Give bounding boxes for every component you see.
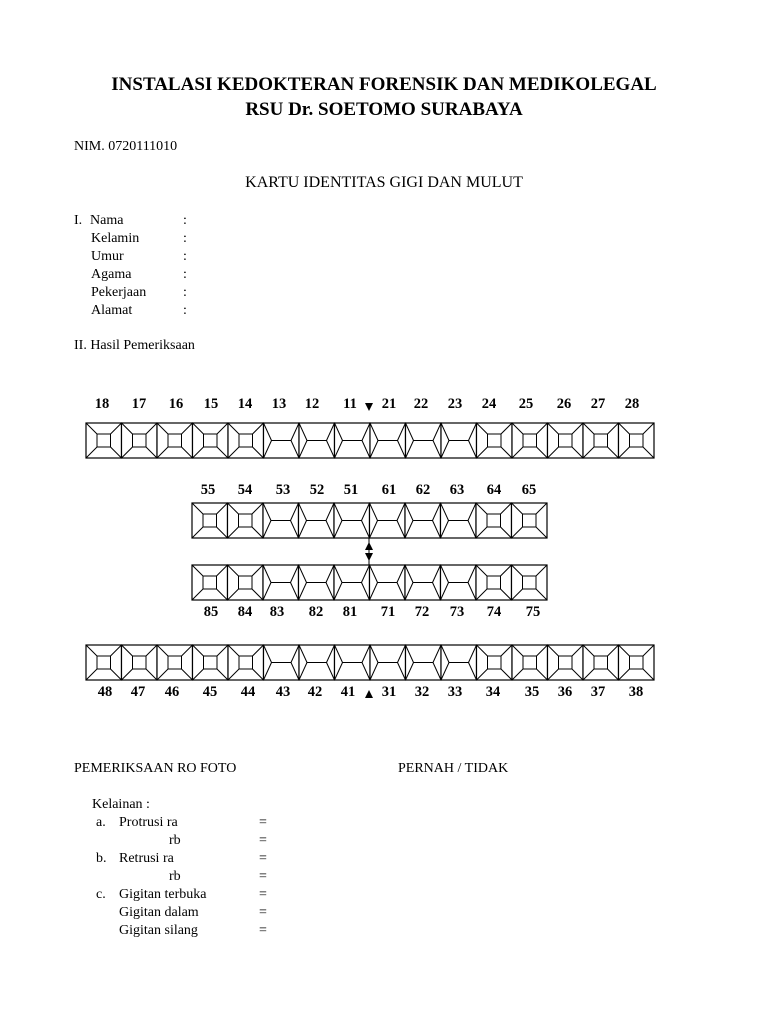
tooth-number: 12 [304, 396, 320, 412]
molar-tooth-symbol [193, 645, 229, 680]
identity-field-label: Agama [91, 267, 132, 282]
tooth-number: 42 [307, 684, 323, 700]
xray-label: PEMERIKSAAN RO FOTO [74, 761, 237, 776]
abnormality-label: Retrusi ra [119, 851, 174, 866]
molar-tooth-symbol [512, 423, 548, 458]
abnormality-label: Gigitan dalam [119, 905, 199, 920]
molar-tooth-symbol [157, 423, 193, 458]
tooth-number: 16 [168, 396, 184, 412]
hospital-title: RSU Dr. SOETOMO SURABAYA [245, 99, 523, 120]
tooth-number: 41 [340, 684, 356, 700]
tooth-number: 47 [130, 684, 146, 700]
xray-options: PERNAH / TIDAK [398, 761, 509, 776]
tooth-number: 81 [342, 604, 358, 620]
tooth-number: 83 [269, 604, 285, 620]
abnormality-label: rb [169, 869, 181, 884]
molar-tooth-symbol [476, 503, 512, 538]
abnormality-marker: a. [96, 815, 106, 830]
tooth-number: 27 [590, 396, 606, 412]
abnormality-equals: = [259, 815, 267, 830]
identity-field-colon: : [183, 231, 187, 246]
molar-tooth-symbol [157, 645, 193, 680]
abnormality-marker: b. [96, 851, 107, 866]
tooth-number: 48 [97, 684, 113, 700]
tooth-number: 84 [237, 604, 253, 620]
abnormality-equals: = [259, 887, 267, 902]
abnormality-equals: = [259, 923, 267, 938]
molar-tooth-symbol [192, 565, 228, 600]
tooth-number: 51 [343, 482, 359, 498]
molar-tooth-symbol [583, 645, 619, 680]
identity-field-colon: : [183, 249, 187, 264]
identity-field-colon: : [183, 213, 187, 228]
tooth-number: 18 [94, 396, 110, 412]
identity-field-label: Nama [90, 213, 124, 228]
identity-field-label: Umur [91, 249, 124, 264]
anterior-tooth-symbol [334, 503, 370, 538]
tooth-number: 46 [164, 684, 180, 700]
anterior-tooth-symbol [406, 423, 442, 458]
tooth-number: 17 [131, 396, 147, 412]
anterior-tooth-symbol [335, 645, 371, 680]
molar-tooth-symbol [228, 503, 264, 538]
abnormality-label: rb [169, 833, 181, 848]
tooth-number: 15 [203, 396, 219, 412]
identity-field-label: Pekerjaan [91, 285, 147, 300]
molar-tooth-symbol [512, 645, 548, 680]
molar-tooth-symbol [86, 645, 122, 680]
tooth-number: 62 [415, 482, 431, 498]
anterior-tooth-symbol [370, 503, 406, 538]
tooth-number: 11 [343, 396, 357, 412]
tooth-number: 25 [518, 396, 534, 412]
abnormality-equals: = [259, 833, 267, 848]
tooth-number: 72 [414, 604, 430, 620]
tooth-number: 71 [380, 604, 396, 620]
molar-tooth-symbol [476, 565, 512, 600]
anterior-tooth-symbol [405, 503, 441, 538]
tooth-number: 21 [381, 396, 397, 412]
anterior-tooth-symbol [441, 565, 477, 600]
tooth-number: 85 [203, 604, 219, 620]
anterior-tooth-symbol [264, 423, 300, 458]
identity-field-label: Alamat [91, 303, 133, 318]
tooth-number: 52 [309, 482, 325, 498]
anterior-tooth-symbol [370, 423, 406, 458]
tooth-number: 63 [449, 482, 465, 498]
tooth-number: 53 [275, 482, 291, 498]
tooth-number: 28 [624, 396, 640, 412]
anterior-tooth-symbol [441, 423, 477, 458]
molar-tooth-symbol [228, 565, 264, 600]
molar-tooth-symbol [548, 423, 584, 458]
institution-title: INSTALASI KEDOKTERAN FORENSIK DAN MEDIKOLEGAL [111, 74, 657, 95]
anterior-tooth-symbol [370, 565, 406, 600]
molar-tooth-symbol [583, 423, 619, 458]
anterior-tooth-symbol [441, 503, 477, 538]
anterior-tooth-symbol [335, 423, 371, 458]
abnormality-equals: = [259, 851, 267, 866]
tooth-number: 23 [447, 396, 463, 412]
molar-tooth-symbol [512, 565, 548, 600]
anterior-tooth-symbol [263, 565, 299, 600]
card-title: KARTU IDENTITAS GIGI DAN MULUT [245, 174, 523, 191]
abnormality-marker: c. [96, 887, 106, 902]
abnormality-label: Protrusi ra [119, 815, 178, 830]
tooth-number: 35 [524, 684, 540, 700]
anterior-tooth-symbol [299, 645, 335, 680]
anterior-tooth-symbol [299, 565, 335, 600]
molar-tooth-symbol [477, 645, 513, 680]
midline-arrow-down-icon [365, 403, 373, 411]
tooth-number: 55 [200, 482, 216, 498]
midline-arrow-up-icon [365, 690, 373, 698]
tooth-number: 14 [237, 396, 253, 412]
molar-tooth-symbol [228, 645, 264, 680]
tooth-number: 73 [449, 604, 465, 620]
tooth-number: 74 [486, 604, 502, 620]
tooth-number: 54 [237, 482, 253, 498]
tooth-number: 13 [271, 396, 287, 412]
anterior-tooth-symbol [441, 645, 477, 680]
molar-tooth-symbol [122, 423, 158, 458]
anterior-tooth-symbol [405, 565, 441, 600]
molar-tooth-symbol [86, 423, 122, 458]
anterior-tooth-symbol [334, 565, 370, 600]
molar-tooth-symbol [192, 503, 228, 538]
identity-field-colon: : [183, 303, 187, 318]
tooth-number: 36 [557, 684, 573, 700]
identity-field-colon: : [183, 267, 187, 282]
nim-label: NIM. 0720111010 [74, 139, 178, 154]
tooth-number: 31 [381, 684, 397, 700]
tooth-number: 61 [381, 482, 397, 498]
molar-tooth-symbol [477, 423, 513, 458]
tooth-number: 37 [590, 684, 606, 700]
tooth-number: 38 [628, 684, 644, 700]
molar-tooth-symbol [548, 645, 584, 680]
abnormality-label: Gigitan terbuka [119, 887, 207, 902]
results-label: II. Hasil Pemeriksaan [74, 338, 195, 353]
abnormality-label: Gigitan silang [119, 923, 198, 938]
tooth-number: 32 [414, 684, 430, 700]
tooth-number: 64 [486, 482, 502, 498]
abnormalities-heading: Kelainan : [92, 797, 150, 812]
anterior-tooth-symbol [406, 645, 442, 680]
tooth-number: 44 [240, 684, 256, 700]
molar-tooth-symbol [619, 423, 655, 458]
identity-field-colon: : [183, 285, 187, 300]
tooth-number: 24 [481, 396, 497, 412]
anterior-tooth-symbol [299, 423, 335, 458]
tooth-number: 33 [447, 684, 463, 700]
tooth-number: 75 [525, 604, 541, 620]
anterior-tooth-symbol [263, 503, 299, 538]
tooth-number: 43 [275, 684, 291, 700]
molar-tooth-symbol [193, 423, 229, 458]
molar-tooth-symbol [512, 503, 548, 538]
tooth-number: 82 [308, 604, 324, 620]
molar-tooth-symbol [228, 423, 264, 458]
anterior-tooth-symbol [370, 645, 406, 680]
abnormality-equals: = [259, 869, 267, 884]
tooth-number: 45 [202, 684, 218, 700]
tooth-number: 65 [521, 482, 537, 498]
molar-tooth-symbol [122, 645, 158, 680]
abnormality-equals: = [259, 905, 267, 920]
anterior-tooth-symbol [299, 503, 335, 538]
anterior-tooth-symbol [264, 645, 300, 680]
tooth-number: 26 [556, 396, 572, 412]
tooth-number: 22 [413, 396, 429, 412]
tooth-number: 34 [485, 684, 501, 700]
section-i-marker: I. [74, 213, 83, 228]
identity-field-label: Kelamin [91, 231, 140, 246]
molar-tooth-symbol [619, 645, 655, 680]
